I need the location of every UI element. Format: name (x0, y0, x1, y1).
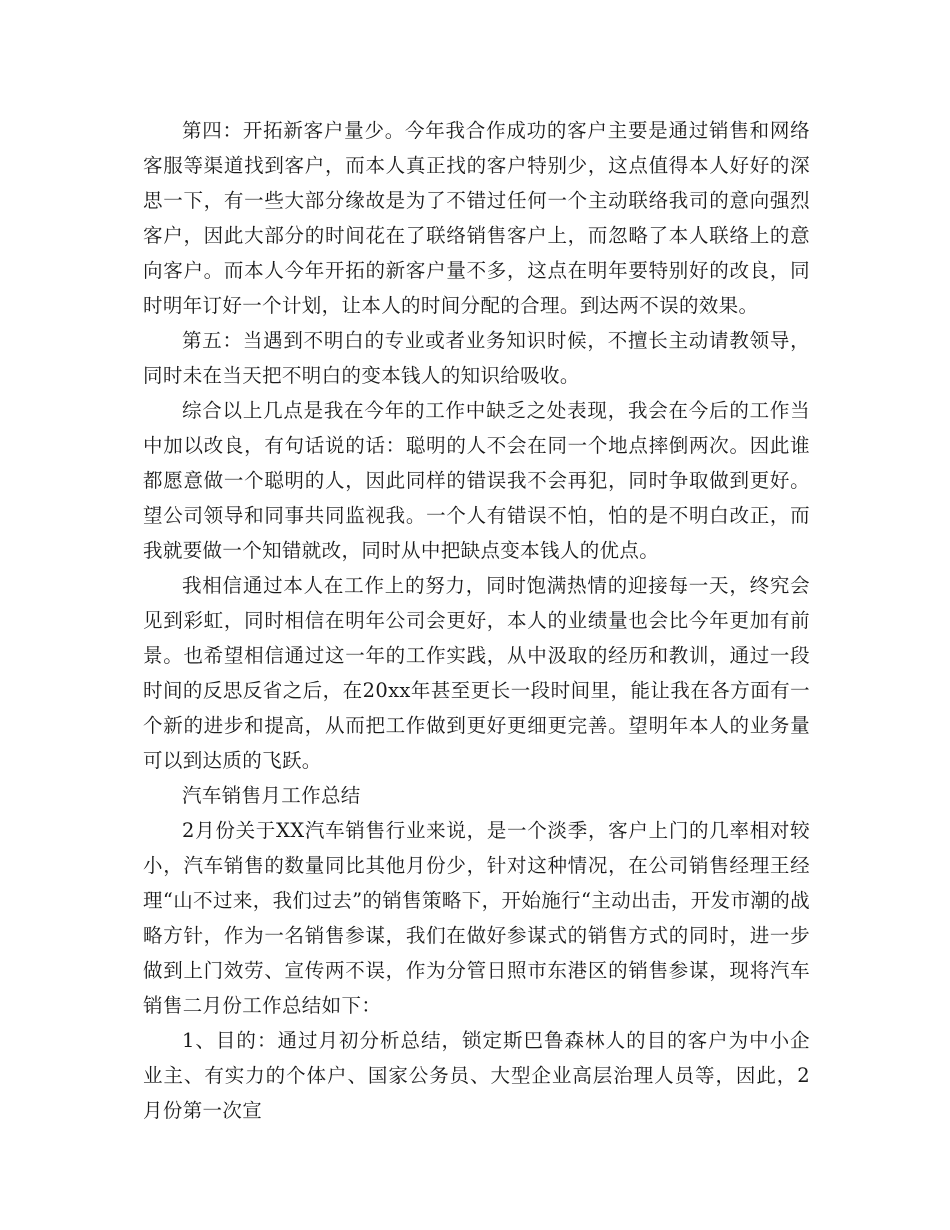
paragraph-summary: 综合以上几点是我在今年的工作中缺乏之处表现，我会在今后的工作当中加以改良，有句话说的话：聪明的人不会在同一个地点摔倒两次。因此谁都愿意做一个聪明的人，因此同样的错误我不会再犯，同时争取做到更好。望公司领导和同事共同监视我。一个人有错误不怕，怕的是不明白改正，而我就要做一个知错就改，同时从中把缺点变本钱人的优点。 (143, 399, 810, 562)
paragraph-point-four: 第四：开拓新客户量少。今年我合作成功的客户主要是通过销售和网络客服等渠道找到客户，而本人真正找的客户特别少，这点值得本人好好的深思一下，有一些大部分缘故是为了不错过任何一个主动联络我司的意向强烈客户，因此大部分的时间花在了联络销售客户上，而忽略了本人联络上的意向客户。而本人今年开拓的新客户量不多，这点在明年要特别好的改良，同时明年订好一个计划，让本人的时间分配的合理。到达两不误的效果。 (143, 119, 810, 317)
paragraph-point-five: 第五：当遇到不明白的专业或者业务知识时候，不擅长主动请教领导，同时未在当天把不明白的变本钱人的知识给吸收。 (143, 329, 810, 387)
paragraph-item-one: 1、目的：通过月初分析总结，锁定斯巴鲁森林人的目的客户为中小企业主、有实力的个体户、国家公务员、大型企业高层治理人员等，因此，2月份第一次宣 (143, 1029, 810, 1122)
paragraph-february-intro: 2月份关于XX汽车销售行业来说，是一个淡季，客户上门的几率相对较小，汽车销售的数量同比其他月份少，针对这种情况，在公司销售经理王经理“山不过来，我们过去”的销售策略下，开始施行“主动出击，开发市潮的战略方针，作为一名销售参谋，我们在做好参谋式的销售方式的同时，进一步做到上门效劳、宣传两不误，作为分管日照市东港区的销售参谋，现将汽车销售二月份工作总结如下： (143, 819, 810, 1017)
section-heading: 汽车销售月工作总结 (182, 784, 361, 807)
paragraph-outlook: 我相信通过本人在工作上的努力，同时饱满热情的迎接每一天，终究会见到彩虹，同时相信在明年公司会更好，本人的业绩量也会比今年更加有前景。也希望相信通过这一年的工作实践，从中汲取的经历和教训，通过一段时间的反思反省之后，在20xx年甚至更长一段时间里，能让我在各方面有一个新的进步和提高，从而把工作做到更好更细更完善。望明年本人的业务量可以到达质的飞跃。 (143, 574, 810, 772)
